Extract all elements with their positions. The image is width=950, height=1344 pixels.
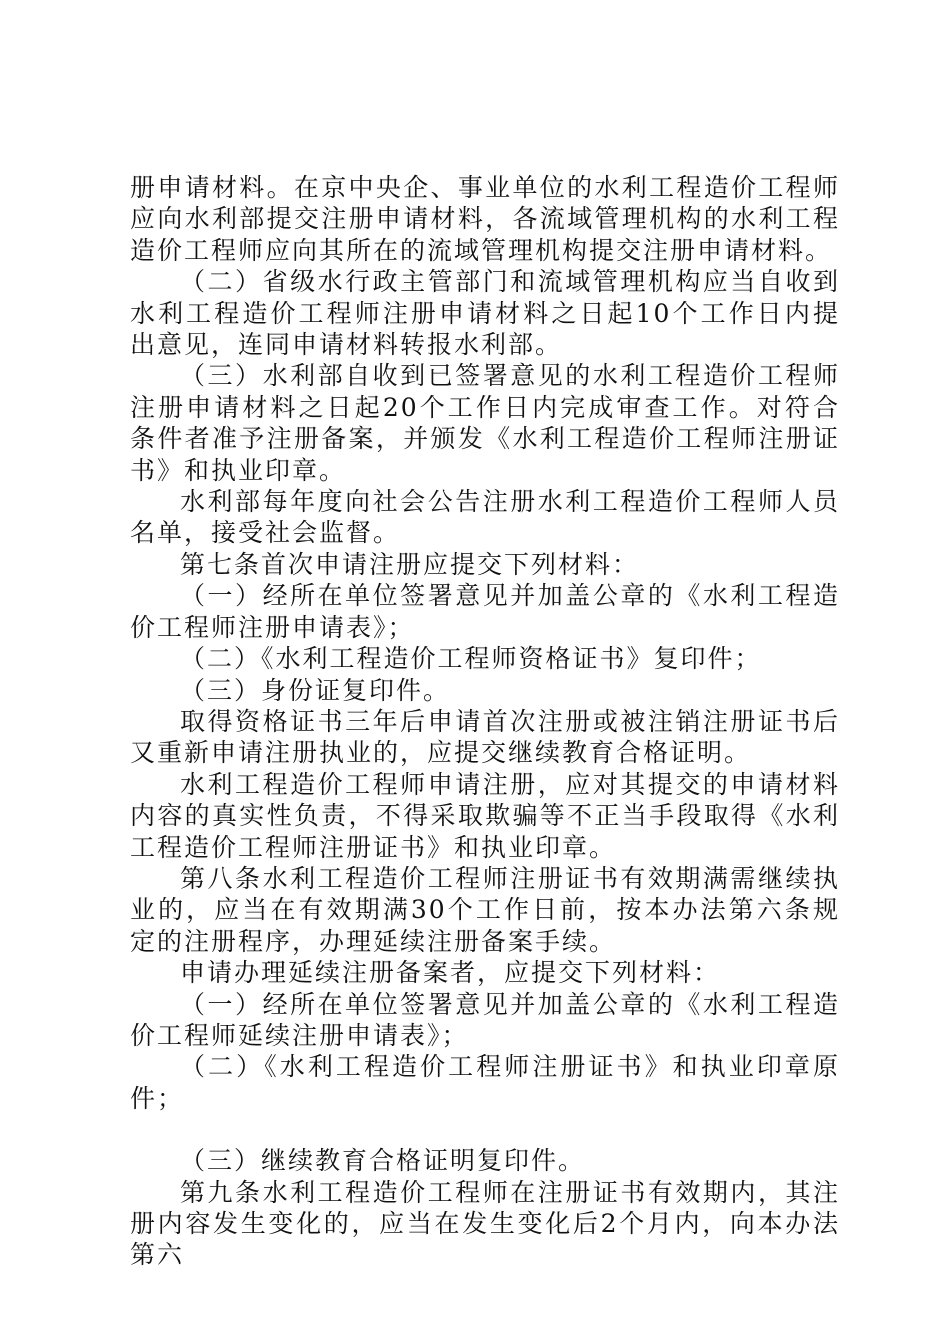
paragraph-renewal-item-3: （三）继续教育合格证明复印件。: [180, 1146, 586, 1176]
paragraph-annual-announcement: 水利部每年度向社会公告注册水利工程造价工程师人员名单，接受社会监督。: [130, 487, 840, 548]
paragraph-registration-submission: 册申请材料。在京中央企、事业单位的水利工程造价工程师应向水利部提交注册申请材料，各流域管理机构的水利工程造价工程师应向其所在的流域管理机构提交注册申请材料。: [130, 173, 840, 265]
paragraph-article-9: 第九条水利工程造价工程师在注册证书有效期内，其注册内容发生变化的，应当在发生变化后2个月内，向本办法第六: [130, 1177, 840, 1270]
paragraph-renewal-materials: 申请办理延续注册备案者，应提交下列材料：: [180, 958, 721, 988]
paragraph-article-8: 第八条水利工程造价工程师注册证书有效期满需继续执业的，应当在有效期满30个工作日前，按本办法第六条规定的注册程序，办理延续注册备案手续。: [130, 863, 840, 956]
paragraph-truthfulness: 水利工程造价工程师申请注册，应对其提交的申请材料内容的真实性负责，不得采取欺骗等不正当手段取得《水利工程造价工程师注册证书》和执业印章。: [130, 769, 840, 862]
paragraph-article-7-item-1: （一）经所在单位签署意见并加盖公章的《水利工程造价工程师注册申请表》；: [130, 581, 840, 642]
paragraph-provincial-review: （二）省级水行政主管部门和流域管理机构应当自收到水利工程造价工程师注册申请材料之日起10个工作日内提出意见，连同申请材料转报水利部。: [130, 267, 840, 360]
paragraph-ministry-review: （三）水利部自收到已签署意见的水利工程造价工程师注册申请材料之日起20个工作日内完成审查工作。对符合条件者准予注册备案，并颁发《水利工程造价工程师注册证书》和执业印章。: [130, 361, 840, 485]
paragraph-article-7-item-3: （三）身份证复印件。: [180, 675, 451, 705]
paragraph-article-7-item-2: （二）《水利工程造价工程师资格证书》复印件；: [180, 644, 762, 674]
document-body: [130, 172, 840, 1271]
paragraph-renewal-item-1: （一）经所在单位签署意见并加盖公章的《水利工程造价工程师延续注册申请表》；: [130, 989, 840, 1050]
paragraph-article-7-heading: 第七条首次申请注册应提交下列材料：: [180, 549, 640, 579]
paragraph-renewal-item-2: （二）《水利工程造价工程师注册证书》和执业印章原件；: [130, 1052, 840, 1113]
paragraph-continuing-education: 取得资格证书三年后申请首次注册或被注销注册证书后又重新申请注册执业的，应提交继续教育合格证明。: [130, 706, 840, 768]
